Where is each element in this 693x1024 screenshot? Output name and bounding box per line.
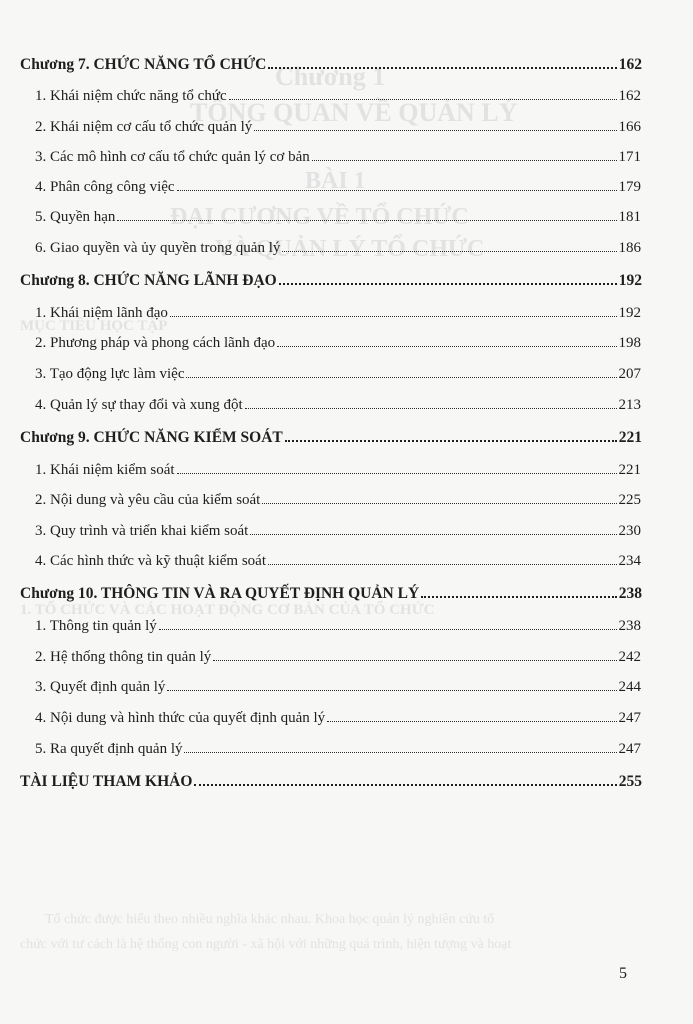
toc-title: 4. Quản lý sự thay đổi và xung đột (35, 397, 243, 413)
dot-leader (177, 190, 617, 191)
toc-page: 234 (618, 553, 641, 569)
toc-page: 207 (618, 366, 641, 382)
dot-leader (245, 408, 617, 409)
dot-leader (285, 440, 617, 442)
dot-leader (327, 721, 616, 722)
dot-leader (254, 130, 616, 131)
toc-title: 2. Nội dung và yêu cầu của kiểm soát (35, 492, 261, 508)
bleed-line: BÀI 1 (305, 168, 366, 194)
toc-chapter-8 (20, 272, 642, 290)
toc-item (35, 462, 641, 479)
toc-item (35, 523, 641, 540)
toc-title: 3. Quy trình và triển khai kiểm soát (35, 523, 249, 539)
toc-title: 3. Tạo động lực làm việc (35, 366, 185, 382)
dot-leader (229, 99, 617, 100)
dot-leader (312, 160, 617, 161)
toc-title: 2. Phương pháp và phong cách lãnh đạo (35, 335, 276, 351)
toc-item (35, 88, 641, 105)
bleed-line: ĐẠI CƯƠNG VỀ TỔ CHỨC (170, 204, 469, 230)
toc-page: 171 (618, 149, 641, 165)
dot-leader (282, 251, 616, 252)
toc-chapter-7 (20, 56, 642, 74)
dot-leader (421, 596, 617, 598)
toc-item (35, 649, 641, 666)
toc-title: Chương 7. CHỨC NĂNG TỔ CHỨC (20, 56, 267, 73)
toc-item (35, 305, 641, 322)
dot-leader (194, 784, 616, 786)
toc-item (35, 335, 641, 352)
toc-item (35, 741, 641, 758)
toc-title: Chương 9. CHỨC NĂNG KIỂM SOÁT (20, 429, 283, 446)
toc-chapter-10 (20, 585, 642, 603)
toc-title: TÀI LIỆU THAM KHẢO (20, 773, 193, 790)
dot-leader (186, 377, 616, 378)
toc-page: 213 (618, 397, 641, 413)
toc-title: 5. Ra quyết định quản lý (35, 741, 183, 757)
toc-title: 3. Quyết định quản lý (35, 679, 166, 695)
toc-page: 192 (618, 305, 641, 321)
toc-item (35, 209, 641, 226)
toc-title: 5. Quyền hạn (35, 209, 116, 225)
toc-page: 198 (618, 335, 641, 351)
dot-leader (213, 660, 616, 661)
toc-item (35, 149, 641, 166)
dot-leader (250, 534, 616, 535)
dot-leader (117, 220, 616, 221)
toc-item (35, 240, 641, 257)
toc-page: 192 (618, 272, 642, 289)
toc-title: 2. Hệ thống thông tin quản lý (35, 649, 212, 665)
bleed-line: MỤC TIÊU HỌC TẬP (20, 318, 168, 334)
toc-title: 2. Khái niệm cơ cấu tổ chức quản lý (35, 119, 253, 135)
bleed-line: 1. TỔ CHỨC VÀ CÁC HOẠT ĐỘNG CƠ BẢN CỦA TỔ CHỨC (20, 602, 435, 618)
toc-item (35, 366, 641, 383)
toc-item (35, 492, 641, 509)
toc-item (35, 618, 641, 635)
toc-page: 186 (618, 240, 641, 256)
toc-title: Chương 10. THÔNG TIN VÀ RA QUYẾT ĐỊNH QUẢN LÝ (20, 585, 420, 602)
toc-title: 3. Các mô hình cơ cấu tổ chức quản lý cơ bản (35, 149, 310, 165)
toc-item (35, 710, 641, 727)
toc-title: 4. Nội dung và hình thức của quyết định quản lý (35, 710, 326, 726)
toc-page: 242 (618, 649, 641, 665)
dot-leader (268, 67, 616, 69)
bleed-line: Tổ chức được hiểu theo nhiều nghĩa khác nhau. Khoa học quản lý nghiên cứu tổ (45, 912, 495, 927)
toc-page: 162 (618, 88, 641, 104)
toc-page: 225 (618, 492, 641, 508)
toc-title: 4. Phân công công việc (35, 179, 175, 195)
toc-page: 247 (618, 741, 641, 757)
dot-leader (170, 316, 617, 317)
toc-page: 181 (618, 209, 641, 225)
dot-leader (159, 629, 617, 630)
toc-title: 1. Khái niệm chức năng tổ chức (35, 88, 227, 104)
dot-leader (268, 564, 617, 565)
dot-leader (167, 690, 616, 691)
toc-item (35, 679, 641, 696)
toc-title: 1. Khái niệm lãnh đạo (35, 305, 168, 321)
toc-item (35, 553, 641, 570)
dot-leader (177, 473, 617, 474)
dot-leader (279, 283, 617, 285)
toc-title: Chương 8. CHỨC NĂNG LÃNH ĐẠO (20, 272, 277, 289)
bleed-line: VÀ QUẢN LÝ TỔ CHỨC (215, 236, 485, 262)
toc-title: 4. Các hình thức và kỹ thuật kiểm soát (35, 553, 266, 569)
toc-title: 1. Khái niệm kiểm soát (35, 462, 175, 478)
toc-page: 179 (618, 179, 641, 195)
toc-item (35, 179, 641, 196)
toc-page: 247 (618, 710, 641, 726)
page-number: 5 (619, 965, 627, 982)
toc-references (20, 773, 642, 791)
toc-page: 238 (618, 618, 641, 634)
bleed-line: TỔNG QUAN VỀ QUẢN LÝ (190, 98, 518, 127)
dot-leader (184, 752, 616, 753)
toc-page: 238 (618, 585, 642, 602)
bleed-line: Chương 1 (275, 62, 386, 91)
dot-leader (277, 346, 616, 347)
toc-page: 162 (618, 56, 642, 73)
bleed-line: chức với tư cách là hệ thống con người - xã hội với những quá trình, hiện tượng và hoạt (20, 937, 512, 952)
toc-page: 221 (618, 462, 641, 478)
toc-title: 6. Giao quyền và ủy quyền trong quản lý (35, 240, 281, 256)
toc-page: 244 (618, 679, 641, 695)
toc-chapter-9 (20, 429, 642, 447)
toc-page: 255 (618, 773, 642, 790)
toc-item (35, 119, 641, 136)
toc-item (35, 397, 641, 414)
dot-leader (262, 503, 616, 504)
toc-page: 230 (618, 523, 641, 539)
toc-page: 221 (618, 429, 642, 446)
toc-title: 1. Thông tin quản lý (35, 618, 157, 634)
toc-page: 166 (618, 119, 641, 135)
